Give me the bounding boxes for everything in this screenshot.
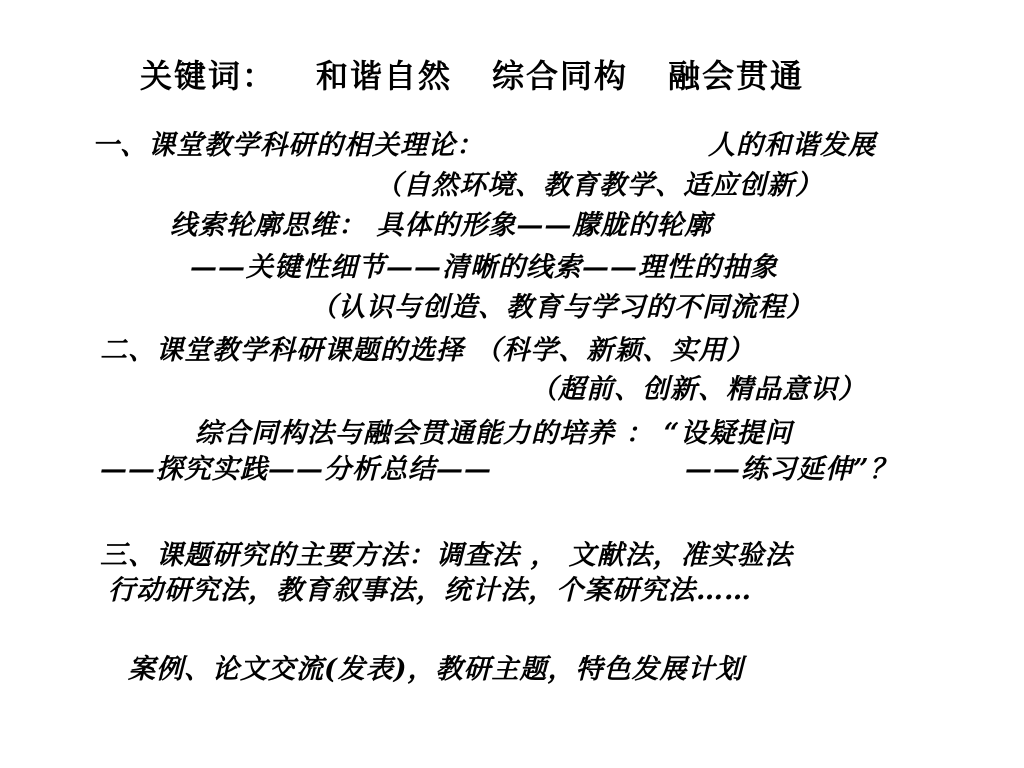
theory-aspects: （自然环境、教育教学、适应创新） [375,170,823,201]
method-steps: ——探究实践——分析总结—— [100,454,492,485]
section-3-methods: 行动研究法，教育叙事法，统计法，个案研究法…… [108,575,752,606]
keywords-label: 关键词： [140,57,277,95]
process-note: （认识与创造、教育与学习的不同流程） [310,292,814,323]
section-3-heading: 三、课题研究的主要方法：调查法 ， 文献法，准实验法 [100,540,793,571]
section-2-criteria: （超前、创新、精品意识） [530,374,866,405]
keyword-comprehensive-isomorphism: 综合同构 [492,57,629,95]
keyword-mastery-integration: 融会贯通 [668,57,805,95]
keywords-title [140,57,805,95]
clue-outline-thinking: 线索轮廓思维： 具体的形象——朦胧的轮廓 [170,210,713,241]
closing-line: 案例、论文交流(发表)，教研主题，特色发展计划 [128,654,744,685]
section-2-heading: 二、课堂教学科研课题的选择 （科学、新颖、实用） [100,335,755,366]
section-1-theory: 人的和谐发展 [708,130,876,161]
section-1-heading: 一、课堂教学科研的相关理论： [92,130,484,161]
method-cultivation: 综合同构法与融会贯通能力的培养 ： “设疑提问 [195,418,793,449]
keyword-harmony-nature: 和谐自然 [316,57,453,95]
clue-outline-continued: ——关键性细节——清晰的线索——理性的抽象 [190,252,778,283]
method-steps-end: ——练习延伸”？ [685,454,898,485]
